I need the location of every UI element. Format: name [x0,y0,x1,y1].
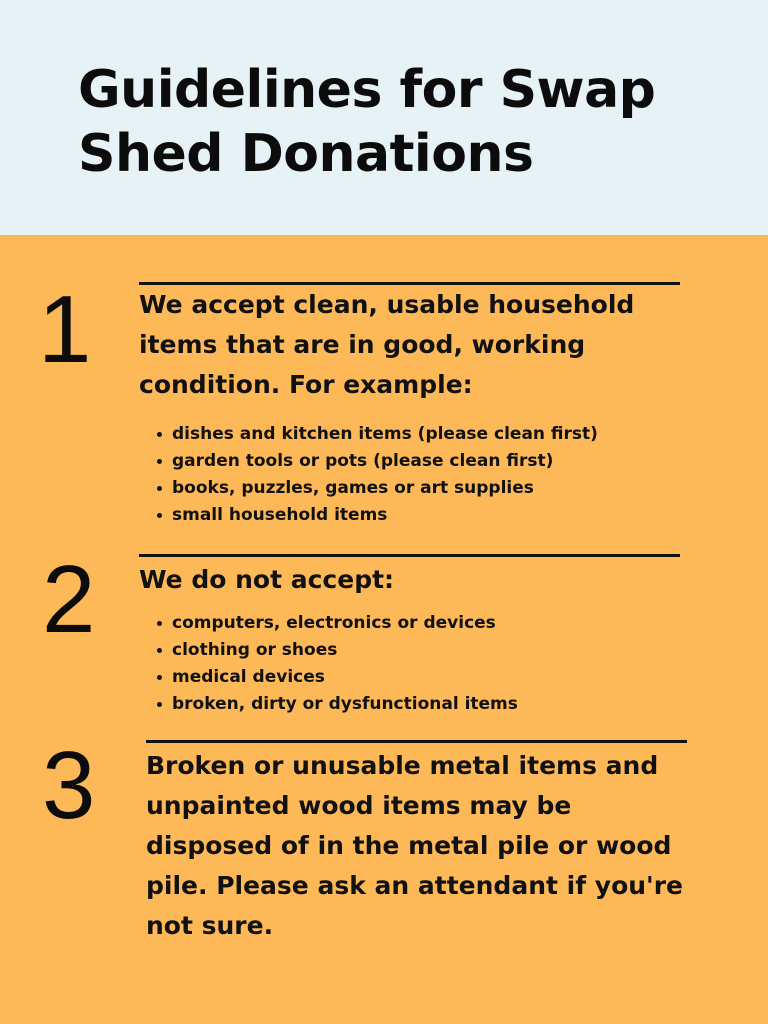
list-item: small household items [155,502,598,529]
list-item: books, puzzles, games or art supplies [155,475,598,502]
section-2-number: 2 [42,546,96,653]
list-item: dishes and kitchen items (please clean first) [155,421,598,448]
section-1-list [155,421,598,529]
section-3-divider [146,740,687,743]
header-banner [0,0,768,235]
list-item: medical devices [155,664,518,691]
list-item: garden tools or pots (please clean first) [155,448,598,475]
section-2-text: We do not accept: [139,565,395,594]
page-title: Guidelines for Swap Shed Donations [78,60,656,184]
list-item: clothing or shoes [155,637,518,664]
list-item: broken, dirty or dysfunctional items [155,691,518,718]
section-2-list [155,610,518,718]
list-item: computers, electronics or devices [155,610,518,637]
section-2-divider [139,554,680,557]
section-1-text: We accept clean, usable household items that are in good, working condition. For example: [139,290,635,399]
section-1-number: 1 [38,276,92,383]
section-3-text: Broken or unusable metal items and unpainted wood items may be disposed of in the metal pile or wood pile. Please ask an attendant if you're not sure. [146,751,683,940]
section-3-number: 3 [42,732,96,839]
